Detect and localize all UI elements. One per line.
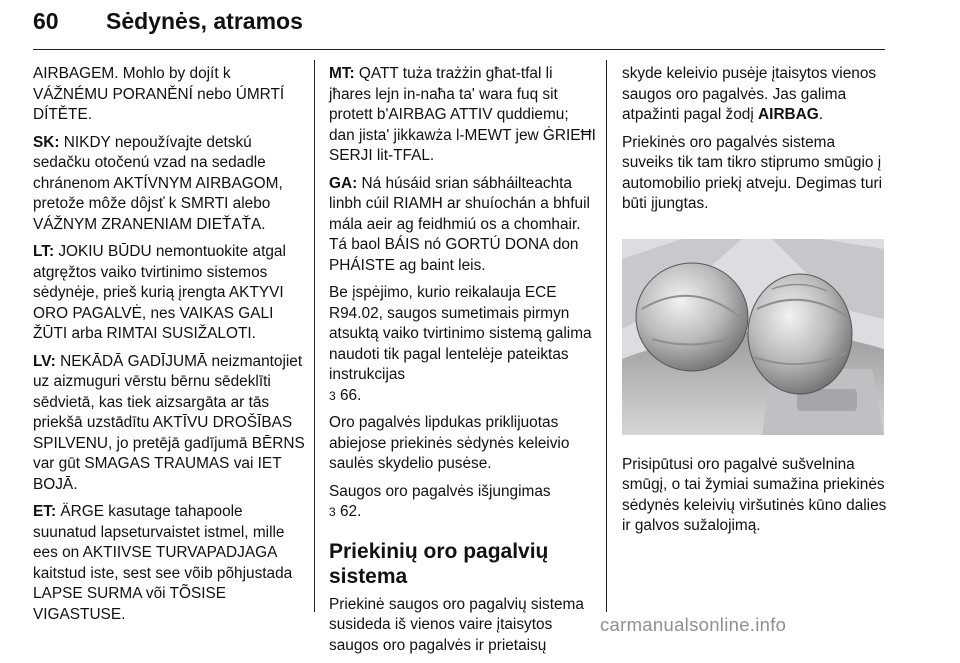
paragraph-lt-text: JOKIU BŪDU nemontuokite atgal atgręžtos vaiko tvirtinimo sistemos sėdynėje, prieš kurią įrengta AKTYVI ORO PAGALVĖ, nes VAIKAS GALI ŽŪTI arba RIMTAI SUSIŽALOTI. (33, 243, 286, 342)
header-rule (33, 49, 885, 50)
paragraph-cz-end: AIRBAGEM. Mohlo by dojít k VÁŽNÉMU PORANĚNÍ nebo ÚMRTÍ DÍTĚTE. (33, 65, 285, 123)
paragraph-ga-text: Ná húsáid srian sábháilteachta linbh cúil RIAMH ar shuíochán a bhfuil mála aeir ag feidhmiú os a chomhair. Tá baol BÁIS nó GORTÚ DONA don PHÁISTE ag baint leis. (329, 174, 590, 274)
section-heading: Priekinių oro pagalvių sistema (329, 539, 549, 588)
paragraph-lv (33, 352, 309, 496)
paragraph-sk (33, 133, 309, 236)
paragraph-airbag-label (622, 64, 888, 126)
page-ref-link-62[interactable]: 62. (339, 503, 362, 520)
paragraph-mt-text: QATT tuża trażżin għat-tfal li jħares lejn in-naħa ta' wara fuq sit protett b'AIRBAG ATTIV quddiemu; dan jista' jikkawża l-MEWT jew ĠRIEĦI SERJI lit-TFAL. (329, 65, 596, 164)
column-1 (33, 64, 309, 632)
paragraph-system-intro: Priekinė saugos oro pagalvių sistema susideda iš vienos vaire įtaisytos saugos oro pagalvės ir prietaisų (329, 595, 584, 654)
airbag-word: AIRBAG (758, 106, 819, 123)
paragraph-activation: Priekinės oro pagalvės sistema suveiks tik tam tikro stiprumo smūgio į automobilio priekį atveju. Degimas turi būti įjungtas. (622, 133, 883, 212)
watermark: carmanualsonline.info (600, 614, 787, 635)
column-divider-1 (314, 60, 315, 612)
paragraph-et-text: ÄRGE kasutage tahapoole suunatud lapseturvaistet istmel, mille ees on AKTIIVSE TURVAPADJAGA kaitstud iste, sest see võib põhjustada LAPSE SURMA või TÕSISE VIGASTUSE. (33, 503, 293, 623)
paragraph-mt (329, 64, 597, 167)
paragraph-sk-text: NIKDY nepoužívajte detskú sedačku otočenú vzad na sedadle chránenom AKTÍVNYM AIRBAGOM, pretože môže dôjsť k SMRTI alebo VÁŽNYM ZRANENIAM DIEŤAŤA. (33, 133, 283, 233)
paragraph-airbag-label-end: . (818, 106, 824, 123)
page-title: Sėdynės, atramos (106, 8, 303, 34)
paragraph-deactivation-text: Saugos oro pagalvės išjungimas (329, 482, 551, 500)
page-header (33, 6, 893, 46)
figure-caption: Prisipūtusi oro pagalvė sušvelnina smūgį, o tai žymiai sumažina priekinės sėdynės keleivių viršutinės kūno dalies ir galvos sužalojimą. (622, 455, 887, 534)
paragraph-airbag-label-text: skyde keleivio pusėje įtaisytos vienos saugos oro pagalvės. Jas galima atpažinti pagal žodį (622, 65, 877, 123)
column-3 (622, 64, 888, 544)
paragraph-sticker: Oro pagalvės lipdukas priklijuotas abiejose priekinės sėdynės keleivio saulės skydelio pusėse. (329, 414, 570, 472)
lang-label-ga: GA: (329, 174, 358, 192)
paragraph-deactivation (329, 482, 597, 523)
lang-label-et: ET: (33, 503, 57, 520)
paragraph-et (33, 502, 309, 625)
page-ref-link-66[interactable]: 66. (339, 386, 362, 404)
paragraph-ece (329, 283, 597, 406)
lang-label-mt: MT: (329, 65, 355, 82)
airbag-deployed-illustration (622, 239, 884, 435)
page-number: 60 (33, 8, 59, 34)
page-ref-arrow-icon: 3 (329, 505, 336, 519)
column-2 (329, 64, 597, 663)
paragraph-ece-text: Be įspėjimo, kurio reikalauja ECE R94.02, saugos sumetimais pirmyn atsuktą vaiko tvirtinimo sistemą galima naudoti tik pagal lentelėje pateiktas instrukcijas (329, 284, 592, 383)
lang-label-lv: LV: (33, 352, 56, 370)
paragraph-ga (329, 174, 597, 277)
lang-label-lt: LT: (33, 243, 55, 260)
lang-label-sk: SK: (33, 133, 60, 151)
page-ref-arrow-icon: 3 (329, 388, 336, 403)
column-divider-2 (606, 60, 607, 612)
paragraph-lt (33, 242, 309, 345)
paragraph-lv-text: NEKĀDĀ GADĪJUMĀ neizmantojiet uz aizmuguri vērstu bērnu sēdeklīti sēdvietā, kas tiek aizsargāta ar tās priekšā uzstādītu AKTĪVU DROŠĪBAS SPILVENU, jo pretējā gadījumā BĒRNS var gūt SMAGAS TRAUMAS vai IET BOJĀ. (33, 352, 305, 493)
